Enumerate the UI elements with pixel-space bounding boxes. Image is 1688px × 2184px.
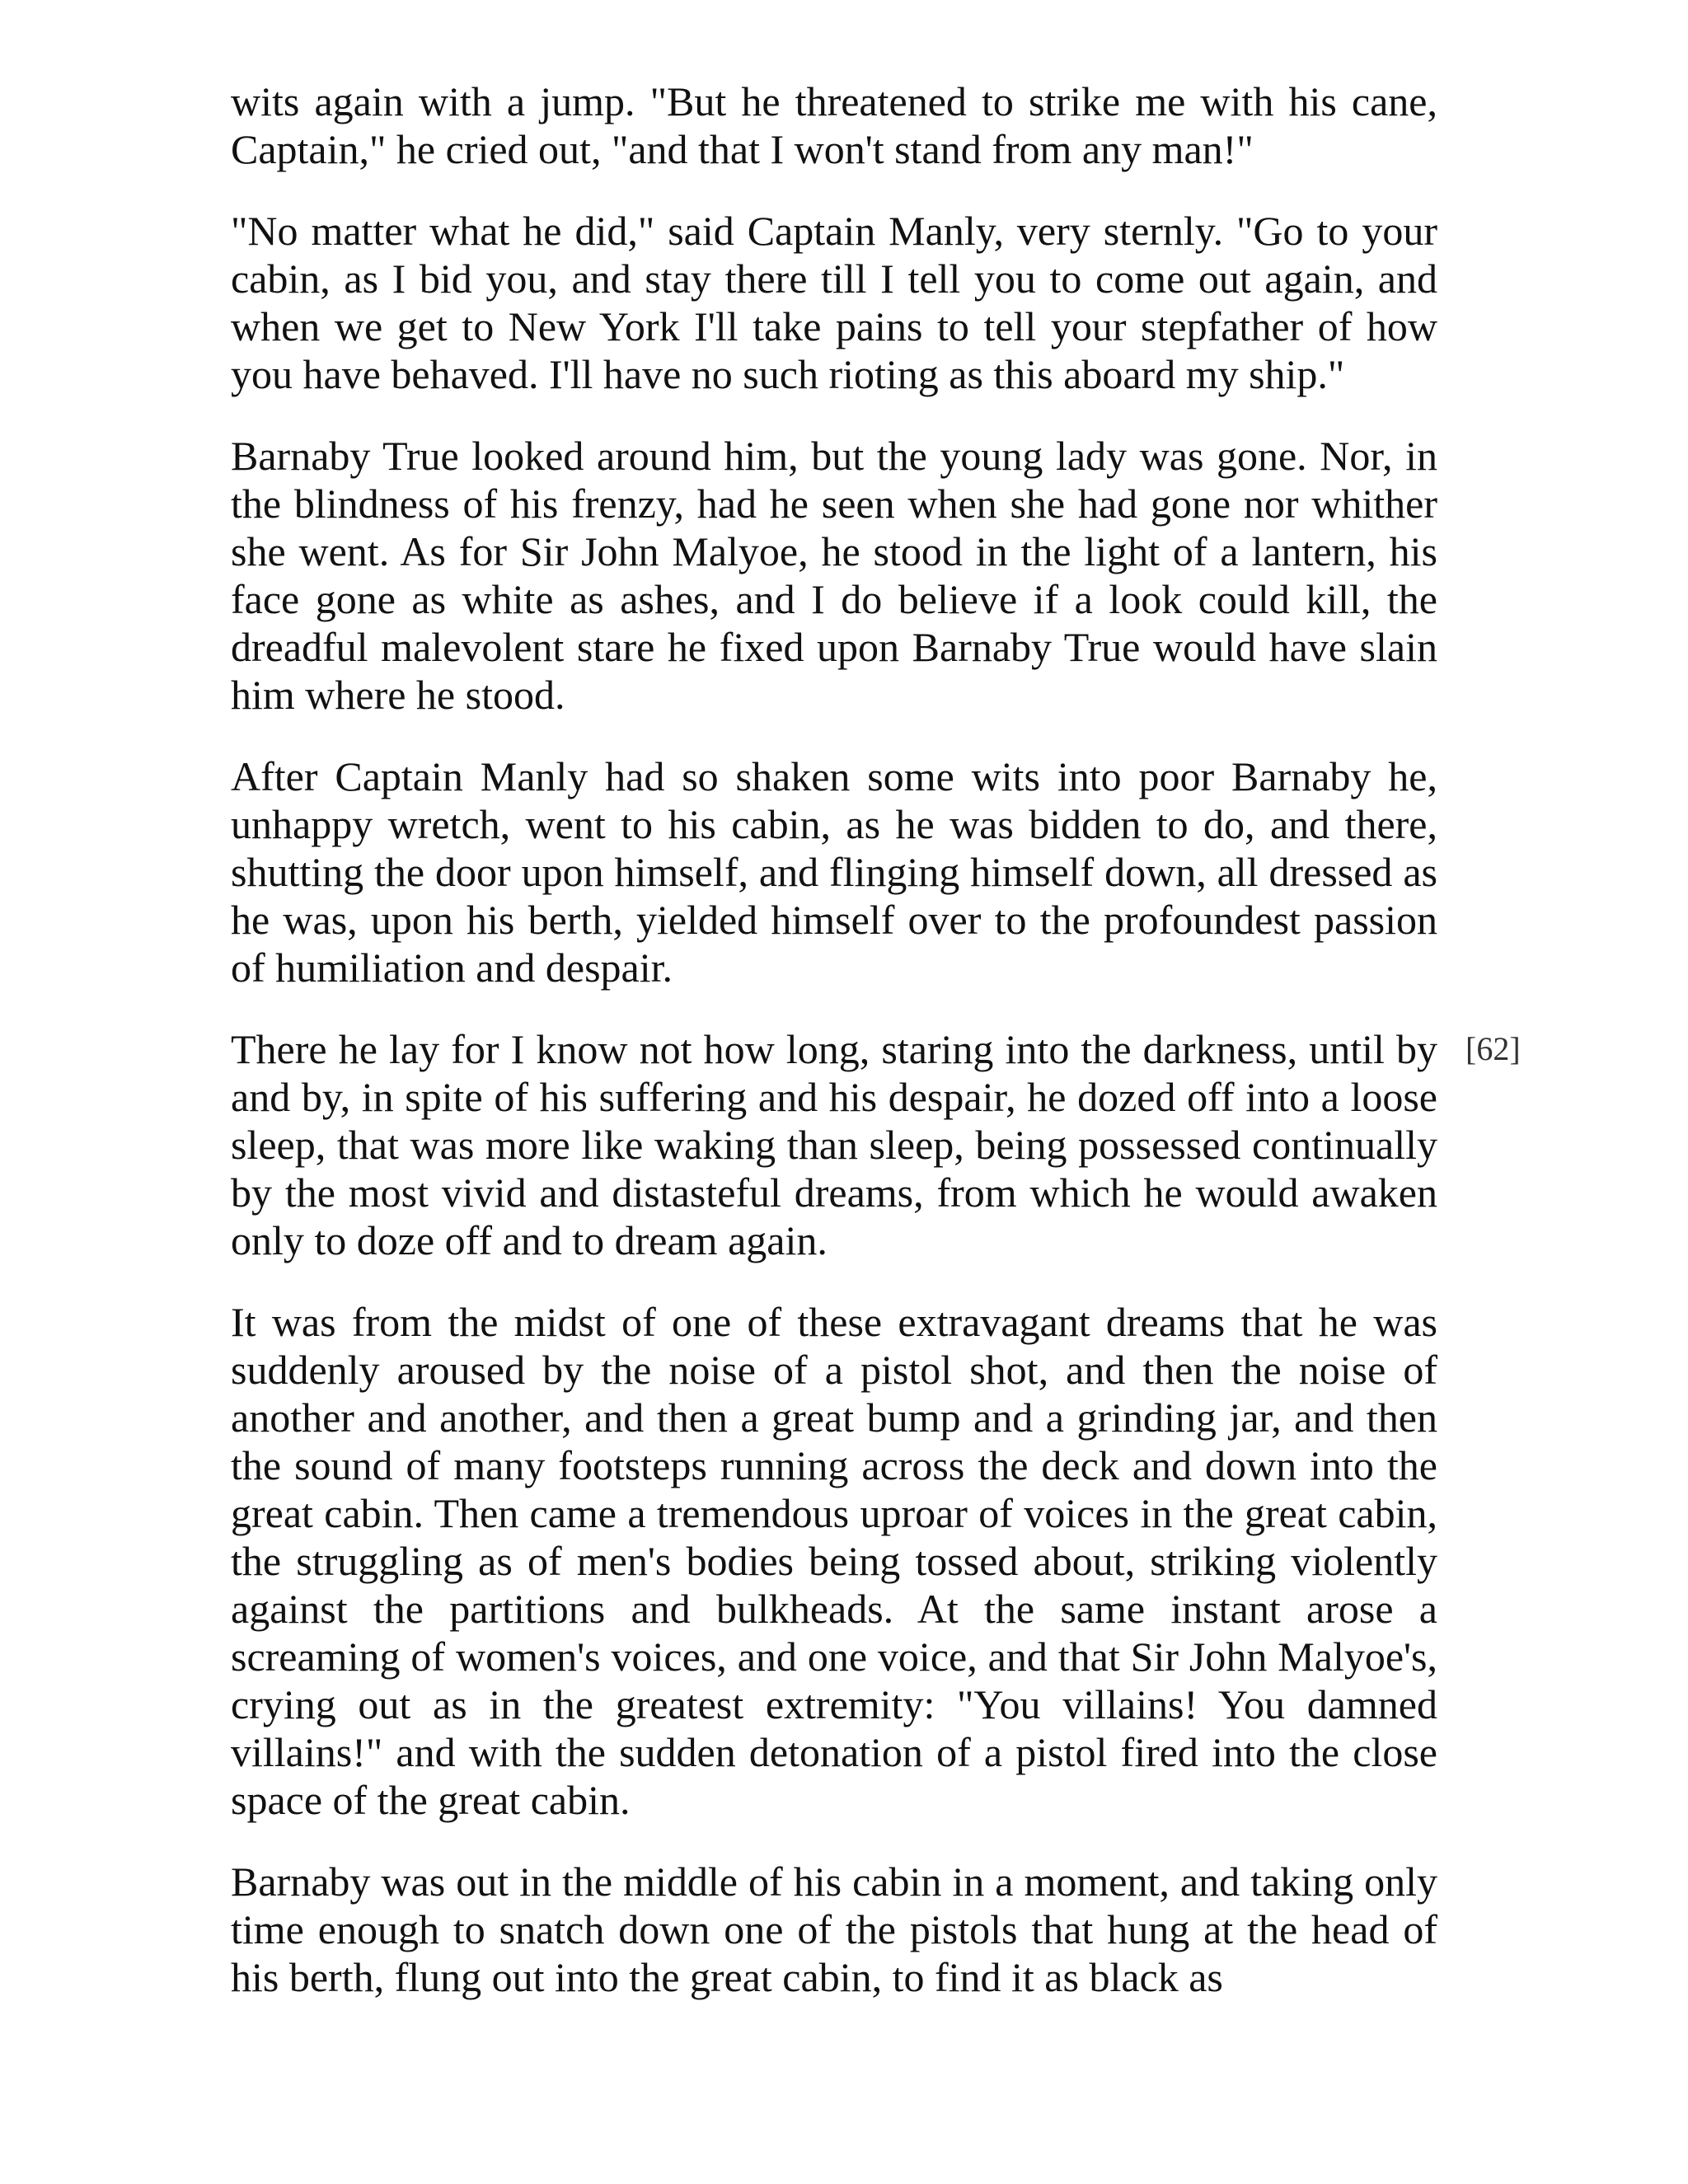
paragraph-4: After Captain Manly had so shaken some wits into poor Barnaby he, unhappy wretch, went to his cabin, as he was bidden to do, and there, shutting the door upon himself, and flinging himself down, all dressed as he was, upon his berth, yielded himself over to the profoundest passion of humiliation and despair. (231, 753, 1437, 991)
paragraph-5: There he lay for I know not how long, staring into the darkness, until by and by, in spite of his suffering and his despair, he dozed off into a loose sleep, that was more like waking than sleep, being possessed continually by the most vivid and distasteful dreams, from which he would awaken only to doze off and to dream again. (231, 1026, 1437, 1263)
paragraph-1: wits again with a jump. "But he threatened to strike me with his cane, Captain," he cried out, "and that I won't stand from any man!" (231, 78, 1437, 172)
paragraph-6: It was from the midst of one of these extravagant dreams that he was suddenly aroused by the noise of a pistol shot, and then the noise of another and another, and then a great bump and a grinding jar, and then the sound of many footsteps running across the deck and down into the great cabin. Then came a tremendous uproar of voices in the great cabin, the struggling as of men's bodies being tossed about, striking violently against the partitions and bulkheads. At the same instant arose a screaming of women's voices, and one voice, and that Sir John Malyoe's, crying out as in the greatest extremity: "You villains! You damned villains!" and with the sudden detonation of a pistol fired into the close space of the great cabin. (231, 1299, 1437, 1823)
paragraph-7: Barnaby was out in the middle of his cabin in a moment, and taking only time enough to snatch down one of the pistols that hung at the head of his berth, flung out into the great cabin, to find it as black as (231, 1858, 1437, 2000)
paragraph-2: "No matter what he did," said Captain Manly, very sternly. "Go to your cabin, as I bid you, and stay there till I tell you to come out again, and when we get to New York I'll take pains to tell your stepfather of how you have behaved. I'll have no such rioting as this aboard my ship." (231, 208, 1437, 397)
paragraph-3: Barnaby True looked around him, but the young lady was gone. Nor, in the blindness of his frenzy, had he seen when she had gone nor whither she went. As for Sir John Malyoe, he stood in the light of a lantern, his face gone as white as ashes, and I do believe if a look could kill, the dreadful malevolent stare he fixed upon Barnaby True would have slain him where he stood. (231, 433, 1437, 718)
page-number: [62] (1465, 1030, 1521, 1067)
book-page (231, 77, 1437, 2035)
